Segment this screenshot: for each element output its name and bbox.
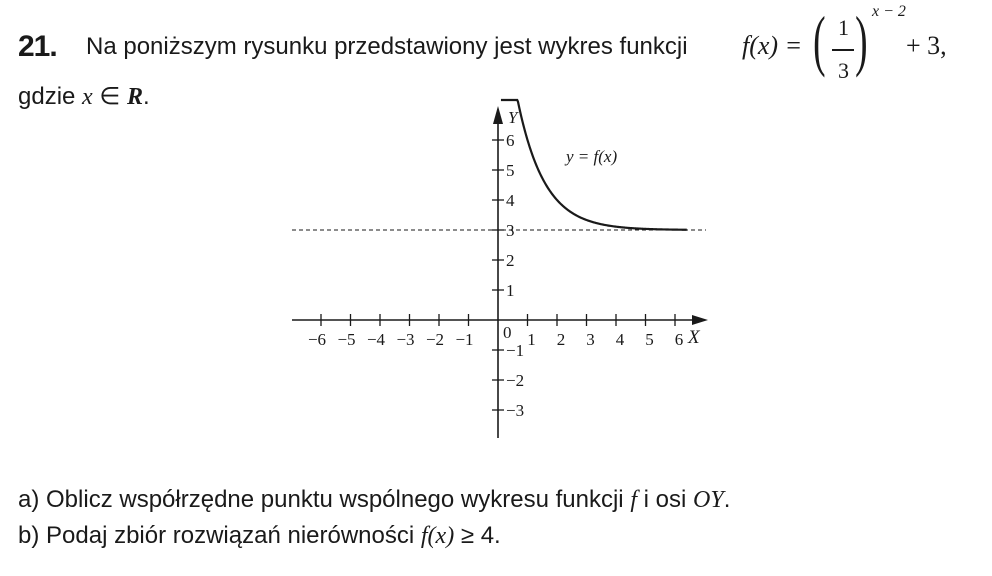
y-tick-label: 6 (506, 131, 515, 150)
question-b (18, 522, 501, 550)
question-a-end: . (723, 486, 731, 513)
x-tick-label: 3 (586, 330, 595, 349)
origin-label: 0 (503, 323, 512, 342)
y-tick-label: 2 (506, 251, 515, 270)
question-b-text-2: ≥ 4. (460, 522, 501, 549)
question-a (18, 486, 730, 514)
axes-layer (292, 106, 708, 438)
domain-variable: x (82, 84, 93, 110)
y-tick-label: 3 (506, 221, 515, 240)
question-b-text: Podaj zbiór rozwiązań nierówności (46, 522, 415, 549)
fraction-denominator: 3 (838, 58, 849, 83)
question-a-axis: OY (693, 487, 724, 513)
y-tick-label: −1 (506, 341, 525, 360)
y-axis-arrow (493, 106, 503, 124)
formula-paren-left: ( (813, 2, 826, 78)
formula-tail: + 3, (906, 31, 947, 60)
y-tick-label: −2 (506, 371, 525, 390)
x-tick-label: 1 (527, 330, 536, 349)
question-a-text-2: i osi (643, 486, 687, 513)
x-tick-label: −2 (425, 330, 445, 349)
y-tick-label: 5 (506, 161, 515, 180)
question-a-text: Oblicz współrzędne punktu wspólnego wykresu funkcji (46, 486, 624, 513)
domain-prefix: gdzie (18, 83, 76, 110)
curve-label: y = f(x) (566, 147, 618, 166)
x-tick-label: 4 (615, 330, 625, 349)
domain-end: . (142, 83, 150, 110)
x-tick-label: −6 (307, 330, 327, 349)
problem-intro: Na poniższym rysunku przedstawiony jest wykres funkcji (86, 33, 688, 60)
x-tick-label: 5 (645, 330, 654, 349)
problem-number: 21. (18, 30, 57, 63)
fraction-numerator: 1 (838, 15, 849, 40)
x-tick-label: −4 (366, 330, 386, 349)
x-tick-label: −3 (396, 330, 415, 349)
domain-set: R (126, 84, 143, 110)
y-axis-label: Y (508, 108, 518, 127)
y-tick-label: 1 (506, 281, 515, 300)
domain-in-symbol: ∈ (99, 83, 121, 110)
formula-lhs: f(x) = (742, 31, 803, 60)
question-a-label: a) (18, 486, 40, 513)
question-a-function: f (630, 487, 637, 513)
x-axis-label: X (688, 327, 700, 348)
y-tick-label: 4 (506, 191, 515, 210)
x-tick-label: −1 (455, 330, 474, 349)
question-b-expression: f(x) (420, 523, 455, 549)
x-tick-label: 6 (674, 330, 684, 349)
formula-paren-right: ) (855, 2, 868, 78)
y-tick-label: −3 (506, 401, 525, 420)
x-tick-label: −5 (337, 330, 356, 349)
tick-labels-layer (308, 108, 701, 420)
formula-exponent: x − 2 (872, 3, 906, 20)
x-tick-label: 2 (556, 330, 566, 349)
question-b-label: b) (18, 522, 40, 549)
x-axis-arrow (692, 315, 708, 325)
